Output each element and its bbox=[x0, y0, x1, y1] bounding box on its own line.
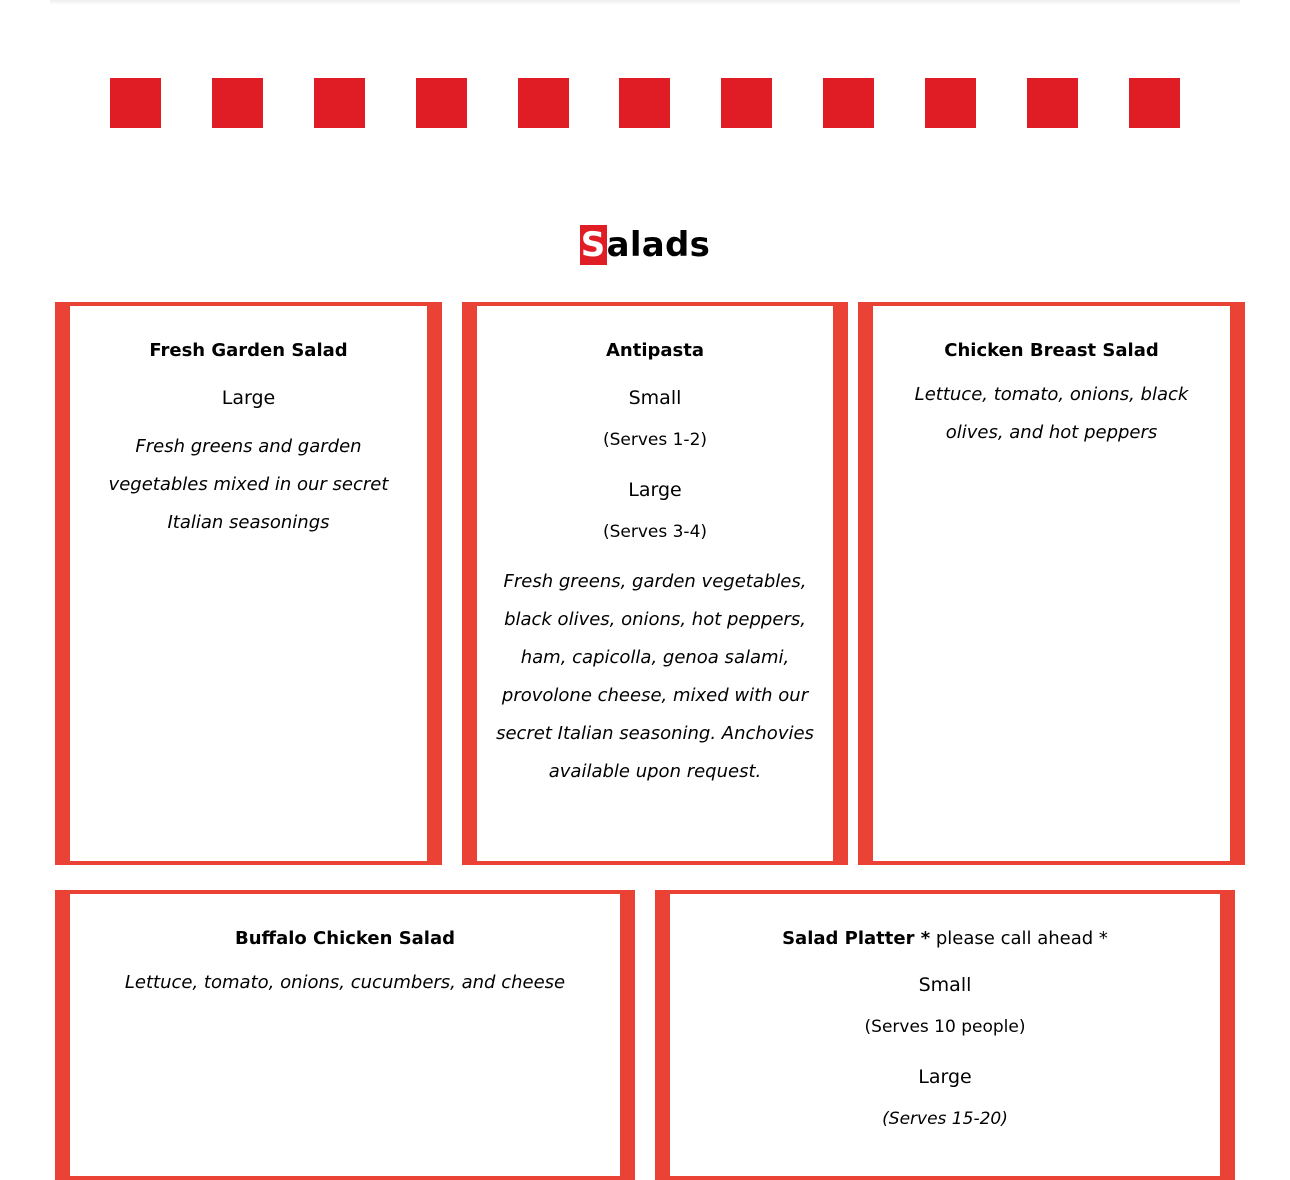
section-title bbox=[0, 222, 1290, 268]
item-note: please call ahead * bbox=[930, 928, 1108, 949]
item-size: Large bbox=[628, 479, 682, 501]
decorative-square bbox=[1027, 78, 1078, 128]
top-divider bbox=[50, 0, 1240, 5]
decorative-square bbox=[721, 78, 772, 128]
item-description: Lettuce, tomato, onions, cucumbers, and cheese bbox=[124, 972, 566, 993]
decorative-square bbox=[823, 78, 874, 128]
section-title-initial: S bbox=[580, 225, 606, 265]
decorative-square bbox=[1129, 78, 1180, 128]
decorative-square bbox=[314, 78, 365, 128]
item-size: Large bbox=[221, 387, 276, 409]
item-name: Antipasta bbox=[605, 340, 704, 361]
item-size: Small bbox=[918, 974, 972, 996]
decorative-square bbox=[416, 78, 467, 128]
item-name bbox=[670, 928, 1220, 950]
item-serves: (Serves 1-2) bbox=[602, 430, 708, 450]
decorative-square bbox=[925, 78, 976, 128]
item-description: Lettuce, tomato, onions, black olives, and hot peppers bbox=[914, 384, 1189, 443]
item-description: Fresh greens and garden vegetables mixed in our secret Italian seasonings bbox=[108, 436, 389, 533]
decorative-square bbox=[518, 78, 569, 128]
menu-card-chicken-breast-salad bbox=[858, 302, 1245, 865]
menu-card-fresh-garden-salad bbox=[55, 302, 442, 865]
decorative-square bbox=[212, 78, 263, 128]
item-description: Fresh greens, garden vegetables, black olives, onions, hot peppers, ham, capicolla, genoa salami, provolone cheese, mixed with our secret Italian seasoning. Anchovies available upon request. bbox=[496, 571, 814, 782]
menu-card-salad-platter bbox=[655, 890, 1235, 1180]
item-size: Small bbox=[628, 387, 682, 409]
item-name: Chicken Breast Salad bbox=[944, 340, 1159, 361]
menu-card-buffalo-chicken-salad bbox=[55, 890, 635, 1180]
section-title-rest: alads bbox=[606, 225, 711, 265]
decorative-square bbox=[619, 78, 670, 128]
item-serves: (Serves 15-20) bbox=[882, 1109, 1008, 1129]
item-name: Fresh Garden Salad bbox=[149, 340, 348, 361]
item-serves: (Serves 3-4) bbox=[602, 522, 708, 542]
item-serves: (Serves 10 people) bbox=[864, 1017, 1026, 1037]
menu-card-antipasta bbox=[462, 302, 848, 865]
item-name: Buffalo Chicken Salad bbox=[234, 928, 456, 949]
item-name-text: Salad Platter * bbox=[782, 928, 931, 949]
decorative-square bbox=[110, 78, 161, 128]
decorative-squares-row bbox=[110, 78, 1180, 128]
item-size: Large bbox=[918, 1066, 972, 1088]
